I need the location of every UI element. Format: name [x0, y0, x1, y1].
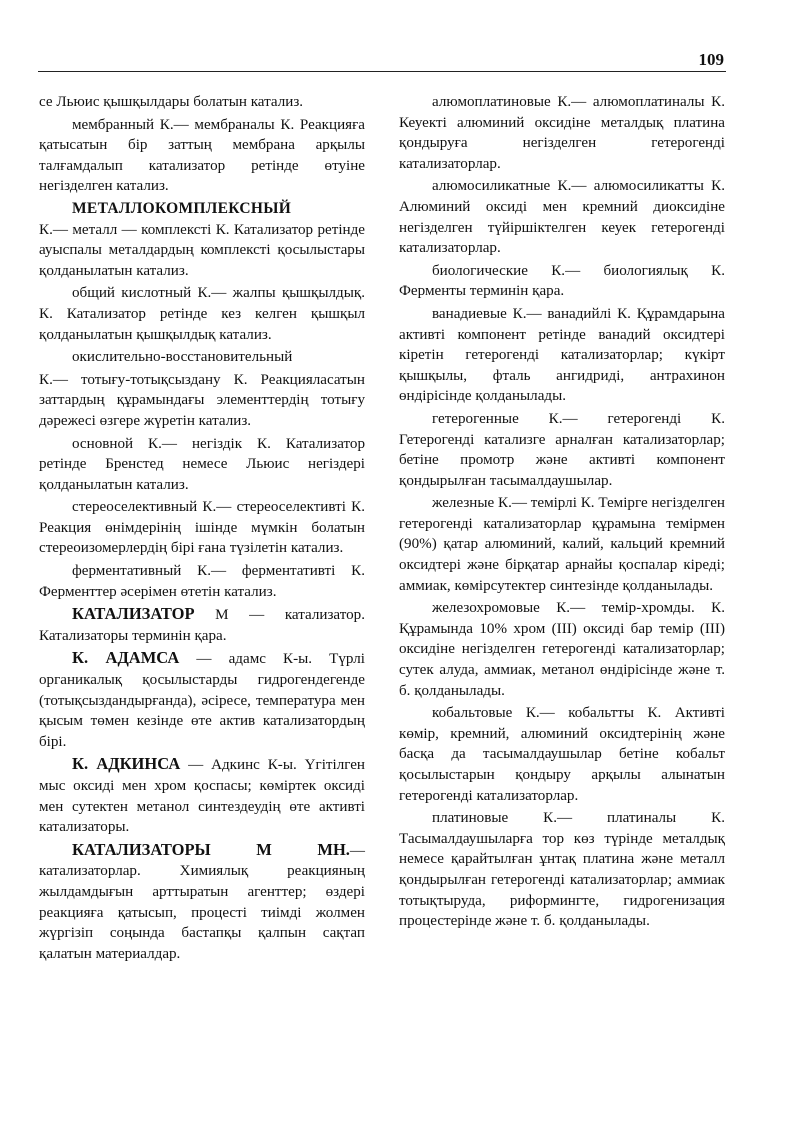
header-rule — [38, 71, 726, 72]
page-number: 109 — [698, 50, 724, 69]
subentry-paragraph: алюмосиликатные К.— алюмосиликатты К. Алюминий оксиді мен кремний диоксидіне негізделген түйіршіктелген кеуек гетерогенді катализаторлар. — [399, 178, 725, 257]
subentry-paragraph: гетерогенные К.— гетерогенді К. Гетерогенді катализге арналған катализаторлар; бетіне промотр және активті компонент қондырылған тасымалдаушылар. — [399, 410, 725, 489]
subentry-paragraph: К.— металл — комплексті К. Катализатор ретінде ауыспалы металдардың комплексті қосылыстары қолданылатын катализ. — [39, 221, 365, 279]
subentry-paragraph: основной К.— негіздік К. Катализатор ретінде Бренстед немесе Льюис негіздері қолданылатын катализ. — [39, 435, 365, 493]
subentry-paragraph: общий кислотный К.— жалпы қышқылдық. К. Катализатор ретінде кез келген қышқыл қолданылатын қышқылдық катализ. — [39, 285, 365, 343]
dictionary-entry — [39, 648, 365, 752]
entry-definition: — адамс К-ы. Түрлі органикалық қосылыстарды гидрогендегенде (тотықсыздандырғанда), әсіресе, температура мен қысым төмен кезінде өте актив катализатордың бірі. — [39, 651, 365, 750]
subentry-paragraph: ферментативный К.— ферментативті К. Ферменттер әсерімен өтетін катализ. — [39, 563, 365, 600]
left-column — [39, 92, 365, 966]
dictionary-entry — [39, 754, 365, 837]
subentry-paragraph: стереоселективный К.— стереоселективті К. Реакция өнімдерінің ішінде мүмкін болатын стереоизомерлердің бірі ғана түзілетін катализ. — [39, 499, 365, 557]
subentry-paragraph: железохромовые К.— темір-хромды. К. Құрамында 10% хром (III) оксиді бар темір (III) оксидіне негізделген гетерогенді катализаторлар; сутек алуда, аммиак, метанол өндірісінде және т. б. қолданылады. — [399, 600, 725, 699]
subentry-paragraph: се Льюис қышқылдары болатын катализ. — [39, 94, 304, 110]
right-column — [399, 92, 725, 934]
subentry-paragraph: мембранный К.— мембраналы К. Реакцияға қатысатын бір заттың мембрана арқылы талғамдалып катализатор ретінде өтуіне негізделген катализ. — [39, 116, 365, 195]
subentry-paragraph: алюмоплатиновые К.— алюмоплатиналы К. Кеуекті алюминий оксидіне металдық платина қондыруға негізделген гетерогенді катализаторлар. — [399, 94, 725, 172]
dictionary-entry — [39, 840, 365, 965]
dictionary-entry — [39, 604, 365, 646]
subentry-paragraph: биологические К.— биологиялық К. Ферменты терминін қара. — [399, 262, 725, 300]
subentry-paragraph: кобальтовые К.— кобальтты К. Активті көмір, кремний, алюминий оксидтерінің және басқа да тасымалдаушылар бетіне кобальт қосылыстарын қондыру арқылы алынатын гетерогенді катализаторлар. — [399, 705, 725, 804]
entry-headword: К. АДКИНСА — [72, 754, 181, 774]
subentry-paragraph: окислительно-восстановительный — [72, 349, 293, 366]
entry-definition: — Адкинс К-ы. Үгітілген мыс оксиді мен хром қоспасы; көміртек оксиді мен сутектен метанол синтездеудің өте активті катализаторы. — [39, 757, 365, 836]
subentry-paragraph: платиновые К.— платиналы К. Тасымалдаушыларға тор көз түрінде металдық немесе қарайтылған ұнтақ платина және металл қондырылған гетерогенді катализаторлар; аммиак тотықтыруда, риформингте, гидрогенизация процестерінде және т. б. қолданылады. — [399, 810, 725, 930]
section-heading: МЕТАЛЛОКОМПЛЕКСНЫЙ — [72, 199, 292, 217]
subentry-paragraph: ванадиевые К.— ванадийлі К. Құрамдарына активті компонент ретінде ванадий оксидтері кіретін гетерогенді катализаторлар; күкірт қышқылы, фталь ангидриді, антрахинон өндірісінде қолданылады. — [399, 305, 725, 405]
subentry-paragraph: железные К.— темірлі К. Темірге негізделген гетерогенді катализаторлар құрамына темірмен (90%) қатар алюминий, калий, кальций кремний оксидтері және бірқатар арнайы қоспалар кіреді; аммиак, көмірсутектер синтезінде қолданылады. — [399, 495, 725, 594]
entry-headword: К. АДАМСА — [72, 648, 180, 668]
entry-definition: — катализаторлар. Химиялық реакцияның жылдамдығын арттыратын агенттер; өздері реакцияға қатысып, процесті тиімді жолмен жүргізіп соңында бастапқы қалпын сақтап қалатын материалдар. — [39, 842, 365, 962]
entry-headword: КАТАЛИЗАТОРЫ М МН. — [72, 839, 350, 859]
entry-definition: М — катализатор. Катализаторы терминін қара. — [39, 607, 365, 644]
subentry-paragraph: К.— тотығу-тотықсыздану К. Реакцияласатын заттардың құрамындағы элементтердің тотығу дәрежесі өзгере жүретін катализ. — [39, 371, 365, 429]
entry-headword: КАТАЛИЗАТОР — [72, 604, 195, 624]
